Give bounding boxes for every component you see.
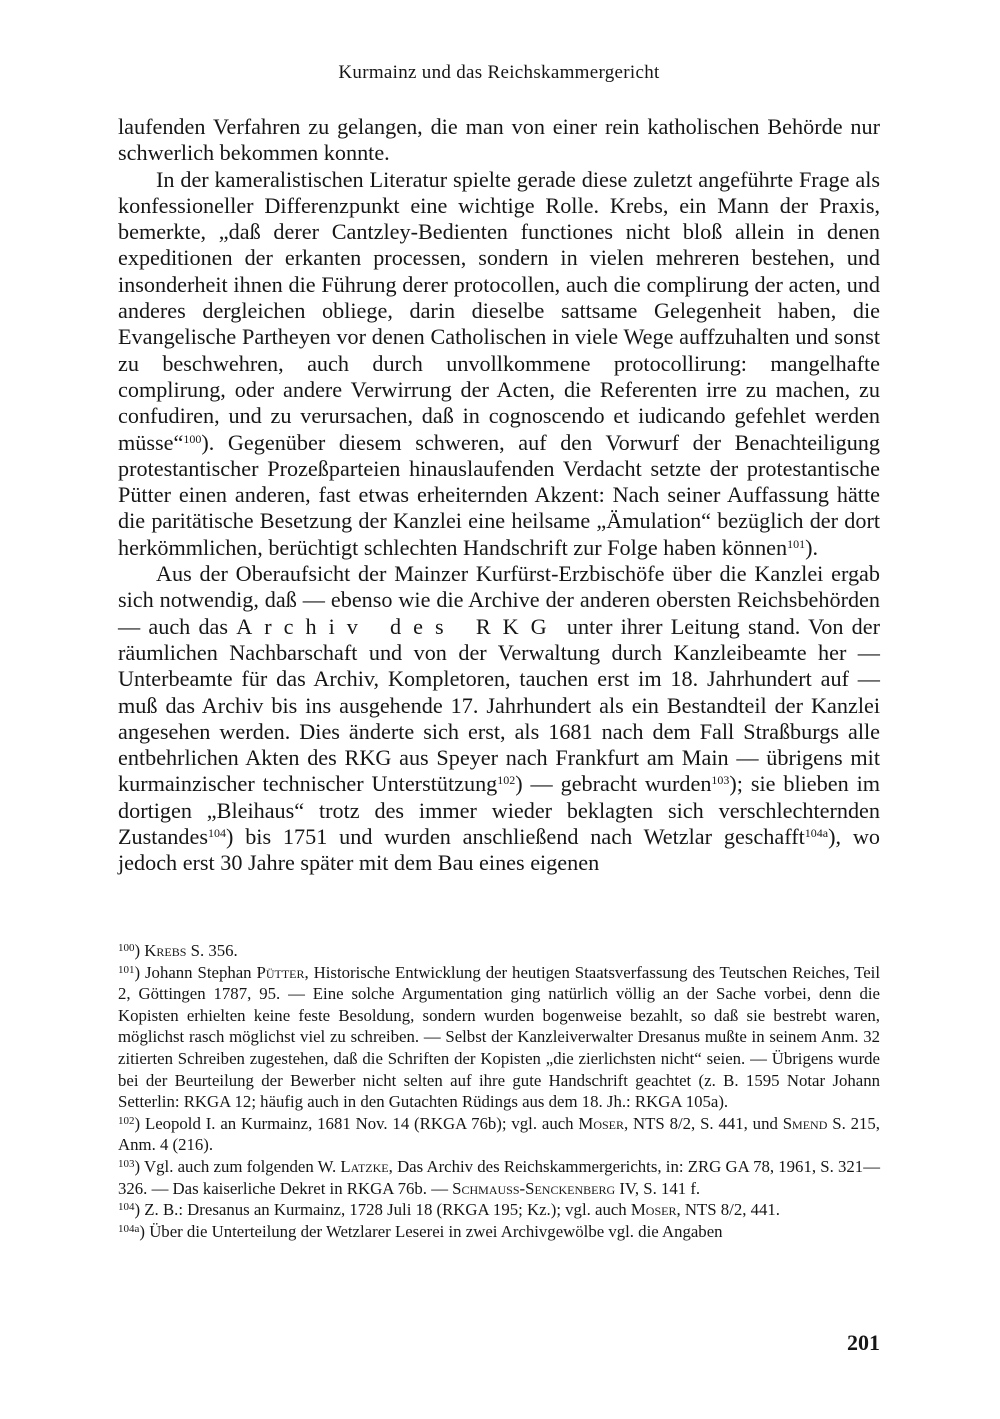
footnote-ref-100: 100 <box>183 431 202 446</box>
footnote-text: Leopold I. an Kurmainz, 1681 Nov. 14 (RKGA 76b); vgl. auch <box>144 1113 579 1133</box>
author-name: Moser <box>578 1113 625 1133</box>
main-text <box>118 114 880 877</box>
author-name: Pütter <box>256 962 305 982</box>
paragraph-3-text-a: Aus der Oberaufsicht der Mainzer Kurfürst-Erzbischöfe über die Kanzlei ergab sich notwendig, daß — ebenso wie die Archive der anderen obersten Reichsbehörden — auch das <box>118 561 880 639</box>
footnote-mark: 104a <box>118 1222 140 1235</box>
paragraph-2-text-a: In der kameralistischen Literatur spielte gerade diese zuletzt angeführte Frage als konfessioneller Differenzpunkt eine wichtige Rolle. Krebs, ein Mann der Praxis, bemerkte, „daß derer Cantzley-Bedienten functiones nicht bloß allein in denen expeditionen der erkanten processen, sondern in vielen mehreren bestehen, und insonderheit ihnen die Führung derer protocollen, auch die complirung der acten, und anderes dergleichen obliege, darin dieselbe sattsame Gelegenheit haben, die Evangelische Partheyen vor denen Catholischen in viele Wege auffzuhalten und sonst zu beschwehren, auch durch unvollkommene protocollirung: mangelhafte complirung, oder andere Verwirrung der Acten, die Referenten irre zu machen, zu confudiren, und zu verursachen, daß in cognoscendo et iudicando gefehlet werden müsse“ <box>118 166 880 455</box>
footnote-ref-102: 102 <box>497 773 516 788</box>
page-number: 201 <box>847 1330 880 1355</box>
paragraph-3-text-d: ); sie blieben im dortigen „Bleihaus“ trotz des immer wieder beklagten sich verschlechternden Zustandes <box>118 771 880 850</box>
footnote-mark: 102 <box>118 1114 135 1127</box>
footnote-102: $^{102}$) Leopold I. an Kurmainz, 1681 Nov. 14 (RKGA 76b); vgl. auch Moser, NTS 8/2, S. 441, und Smend S. 215, Anm. 4 (216). <box>118 1113 880 1155</box>
footnote-text: , NTS 8/2, S. 441, und <box>624 1113 783 1133</box>
footnote-text: Johann Stephan <box>145 962 257 982</box>
running-head: Kurmainz und das Reichskammergericht <box>338 62 660 83</box>
author-name: Latzke <box>340 1156 389 1176</box>
footnote-ref-104a: 104a <box>804 826 829 841</box>
footnote-ref-101: 101 <box>787 536 806 551</box>
footnote-103: $^{103}$) Vgl. auch zum folgenden W. Latzke, Das Archiv des Reichskammergerichts, in: ZRG GA 78, 1961, S. 321—326. — Das kaiserliche Dekret in RKGA 76b. — Schmauss-Senckenberg IV, S. 141 f. <box>118 1156 880 1198</box>
author-name: Krebs <box>144 941 187 960</box>
paragraph-2-text-b: ). Gegenüber diesem schweren, auf den Vorwurf der Benachteiligung protestantischer Prozeßparteien hinauslaufenden Verdacht setzte der protestantische Pütter einen anderen, fast etwas erheiternden Akzent: Nach seiner Auffassung hätte die paritätische Besetzung der Kanzlei eine heilsame „Ämulation“ bezüglich der dort herkömmlichen, berüchtigt schlechten Handschrift zur Folge haben können <box>118 429 880 560</box>
footnote-mark: 103 <box>118 1157 135 1170</box>
footnote-text: , NTS 8/2, 441. <box>676 1200 780 1220</box>
author-name: Smend <box>782 1113 828 1133</box>
footnote-ref-103: 103 <box>711 773 730 788</box>
footnote-text: Vgl. auch zum folgenden W. <box>144 1156 341 1176</box>
footnote-mark: 100 <box>118 942 135 954</box>
paragraph-3-text-c: ) — gebracht wurden <box>515 771 712 797</box>
footnote-text: Z. B.: Dresanus an Kurmainz, 1728 Juli 18 (RKGA 195; Kz.); vgl. auch <box>144 1200 631 1220</box>
footnote-text: IV, S. 141 f. <box>615 1178 701 1198</box>
footnote-text: , Das Archiv des Reichskammergerichts, in: ZRG GA 78, 1961, S. 321—326. — Das kaiserliche Dekret in RKGA 76b. — <box>118 1156 880 1198</box>
footnote-104: $^{104}$) Z. B.: Dresanus an Kurmainz, 1728 Juli 18 (RKGA 195; Kz.); vgl. auch Moser, NTS 8/2, 441. <box>118 1200 780 1220</box>
footnote-mark: 104 <box>118 1201 135 1214</box>
spaced-emphasis: Archiv des RKG <box>236 613 559 639</box>
footnote-text: S. 356. <box>186 941 238 960</box>
paragraph-3-text-b: unter ihrer Leitung stand. Von der räumlichen Nachbarschaft und von der Verwaltung durch Kanzleibeamte her — Unterbeamte für das Archiv, Kompletoren, tauchen erst im 18. Jahrhundert auf — muß das Archiv bis ins ausgehende 17. Jahrhundert als ein Bestandteil der Kanzlei angesehen werden. Dies änderte sich erst, als 1681 nach dem Fall Straßburgs alle entbehrlichen Akten des RKG aus Speyer nach Frankfurt am Main — übrigens mit kurmainzischer technischer Unterstützung <box>118 613 880 797</box>
footnotes <box>118 940 880 1242</box>
footnote-100: $^{100}$) Krebs S. 356. <box>118 941 238 960</box>
paragraph-2 <box>118 167 880 561</box>
footnote-104a: $^{104a}$) Über die Unterteilung der Wetzlarer Leserei in zwei Archivgewölbe vgl. die Angaben <box>118 1221 723 1241</box>
author-name: Moser <box>630 1200 677 1220</box>
paragraph-1: laufenden Verfahren zu gelangen, die man von einer rein katholischen Behörde nur schwerlich bekommen konnte. <box>118 114 880 166</box>
paragraph-2-text-c: ). <box>805 534 819 560</box>
paragraph-3 <box>118 561 880 877</box>
footnote-mark: 101 <box>118 963 135 976</box>
footnote-ref-104: 104 <box>207 826 226 841</box>
footnote-text: Über die Unterteilung der Wetzlarer Leserei in zwei Archivgewölbe vgl. die Angaben <box>149 1221 723 1241</box>
paragraph-3-text-e: ) bis 1751 und wurden anschließend nach Wetzlar geschafft <box>225 824 805 850</box>
author-name: Schmauss-Senckenberg <box>452 1178 616 1198</box>
footnote-101: $^{101}$) Johann Stephan Pütter, Historische Entwicklung der heutigen Staatsverfassung des Teutschen Reiches, Teil 2, Göttingen 1787, 95. — Eine solche Argumentation ging natürlich völlig an der Sache vorbei, denn die Kopisten erhielten keine feste Besoldung, sondern wurden bogenweise bezahlt, so daß sie bestrebt waren, möglichst rasch möglichst viel zu schreiben. — Selbst der Kanzleiverwalter Dresanus mußte in seinem Anm. 32 zitierten Schreiben zugestehen, daß die Schriften der Kopisten „die zierlichsten nicht“ seien. — Übrigens wurde bei der Beurteilung der Bewerber nicht selten auf ihre gute Handschrift geachtet (z. B. 1595 Notar Johann Setterlin: RKGA 12; häufig auch in den Gutachten Rüdings aus dem 18. Jh.: RKGA 105a). <box>118 962 881 1112</box>
paragraph-3-text-f: ), wo jedoch erst 30 Jahre später mit dem Bau eines eigenen <box>118 824 880 876</box>
footnote-text: , Historische Entwicklung der heutigen Staatsverfassung des Teutschen Reiches, Teil 2, Göttingen 1787, 95. — Eine solche Argumentation ging natürlich völlig an der Sache vorbei, denn die Kopisten erhielten keine feste Besoldung, sondern wurden bogenweise bezahlt, so daß sie bestrebt waren, möglichst rasch möglichst viel zu schreiben. — Selbst der Kanzleiverwalter Dresanus mußte in seinem Anm. 32 zitierten Schreiben zugestehen, daß die Schriften der Kopisten „die zierlichsten nicht“ seien. — Übrigens wurde bei der Beurteilung der Bewerber nicht selten auf ihre gute Handschrift geachtet (z. B. 1595 Notar Johann Setterlin: RKGA 12; häufig auch in den Gutachten Rüdings aus dem 18. Jh.: RKGA 105a). <box>118 962 881 1112</box>
footnote-text: S. 215, Anm. 4 (216). <box>118 1113 880 1155</box>
